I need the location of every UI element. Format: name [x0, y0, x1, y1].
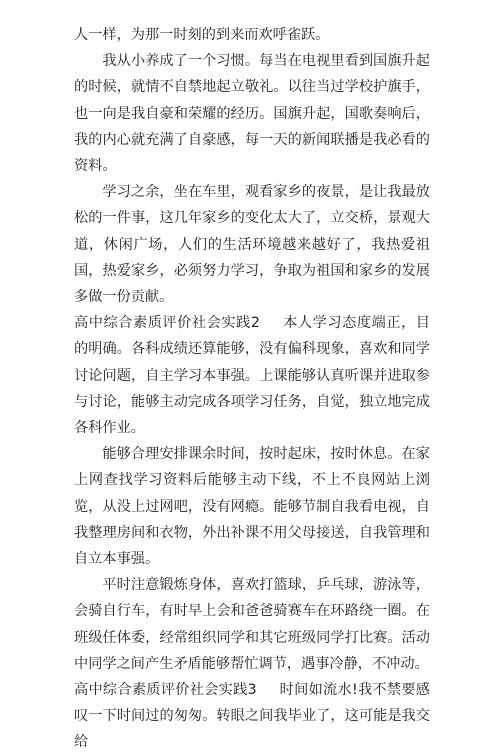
paragraph-time-management: 能够合理安排课余时间，按时起床，按时休息。在家上网查找学习资料后能够主动下线，不上不良网站上浏览，从没上过网吧，没有网瘾。能够节制自我看电视，自我整理房间和衣物，外出补课不用父母接送，自我管理和自立本事强。: [74, 446, 430, 568]
section-2-text: 本人学习态度端正，目的明确。各科成绩还算能够，没有偏科现象，喜欢和同学讨论问题，自主学习本事强。上课能够认真听课并进取参与讨论，能够主动完成各项学习任务，自觉，独立地完成各科作业。: [74, 315, 430, 437]
section-2-paragraph: [74, 310, 430, 441]
paragraph-exercise: 平时注意锻炼身体，喜欢打篮球，乒乓球，游泳等，会骑自行车，有时早上会和爸爸骑赛车在环路绕一圈。在班级任体委，经常组织同学和其它班级同学打比赛。活动中同学之间产生矛盾能够帮忙调节，遇事冷静，不冲动。: [74, 577, 430, 672]
section-3-text: 时间如流水!我不禁要感叹一下时间过的匆匆。转眼之间我毕业了，这可能是我交给: [74, 682, 430, 751]
document-page: [74, 22, 430, 756]
paragraph-continuation: 人一样，为那一时刻的到来而欢呼雀跃。: [74, 27, 330, 43]
paragraph-hometown: 学习之余，坐在车里，观看家乡的夜景，是让我最放松的一件事，这几年家乡的变化太大了，立交桥，景观大道，休闲广场，人们的生活环境越来越好了，我热爱祖国，热爱家乡，必须努力学习，争取为祖国和家乡的发展多做一份贡献。: [74, 184, 430, 306]
section-2-heading: 高中综合素质评价社会实践2: [74, 315, 260, 332]
section-3-heading: 高中综合素质评价社会实践3: [74, 682, 257, 699]
paragraph-flag-habit: 我从小养成了一个习惯。每当在电视里看到国旗升起的时候，就情不自禁地起立敬礼。以往当过学校护旗手，也一向是我自豪和荣耀的经历。国旗升起，国歌奏响后，我的内心就充满了自豪感，每一天的新闻联播是我必看的资料。: [74, 53, 430, 175]
section-3-paragraph: [74, 677, 430, 756]
